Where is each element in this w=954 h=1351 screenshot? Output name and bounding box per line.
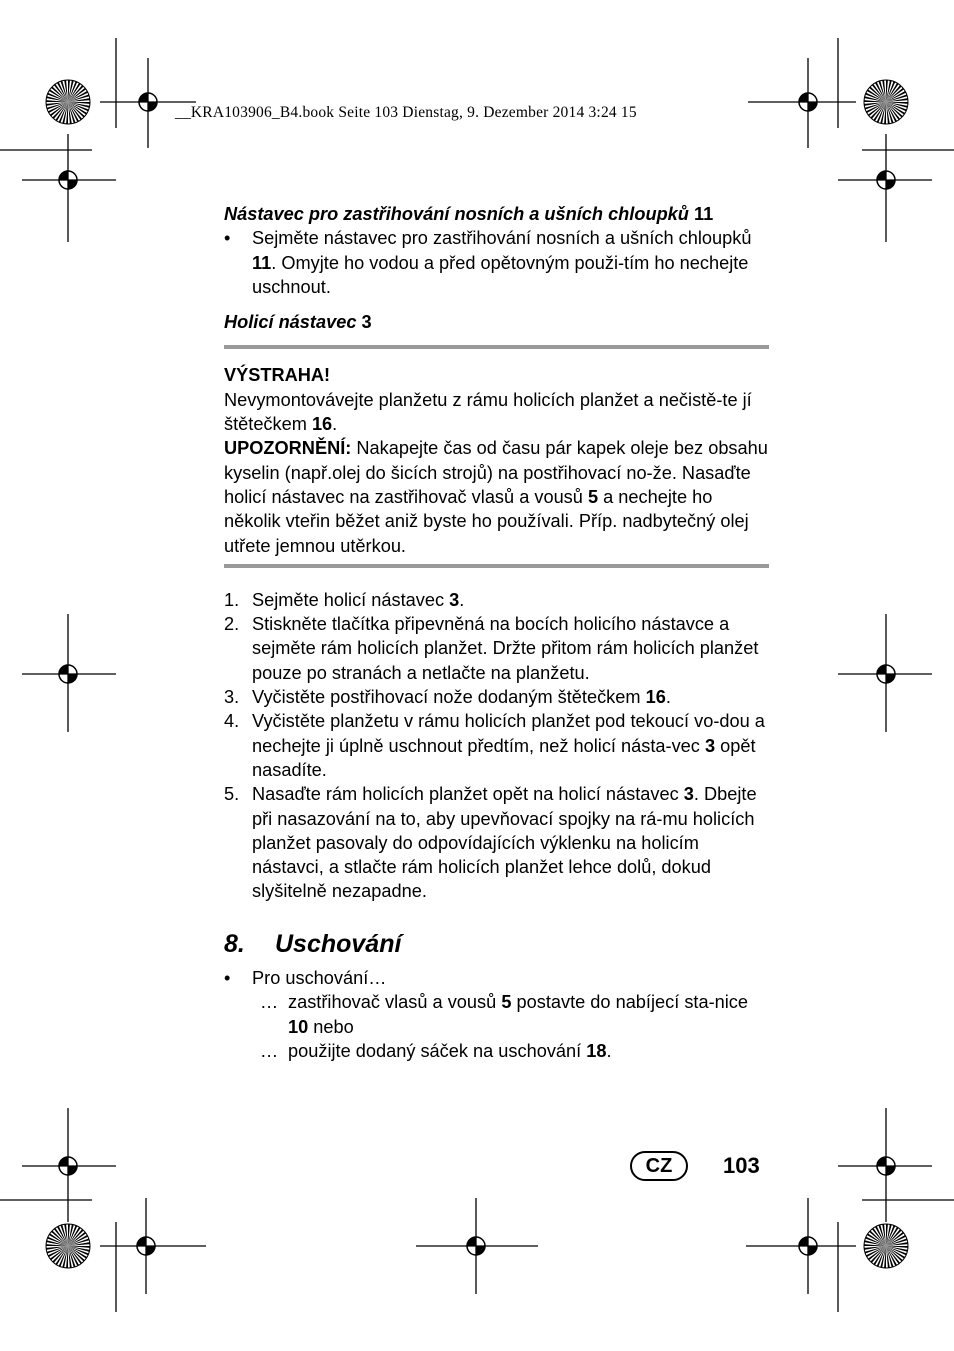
nose-ear-heading: Nástavec pro zastřihování nosních a ušních chloupků 11 bbox=[224, 204, 714, 224]
step-item: 2. Stiskněte tlačítka připevněná na bocích holicího nástavce a sejměte rám holicích planžet. Držte přitom rám holicích planžet pouze po stranách a netlačte na planžetu. bbox=[224, 614, 759, 683]
step-item: 5. Nasaďte rám holicích planžet opět na holicí nástavec 3. Dbejte při nasazování na to, aby upevňovací spojky na rá-mu holicích planžet pasovaly do odpovídajících výklenku na holicím nástavci, a stlačte rám holicích planžet lehce dolů, dokud slyšitelně nezapadne. bbox=[224, 784, 757, 902]
warning-title: VÝSTRAHA! bbox=[224, 365, 331, 386]
warning-text: Nevymontovávejte planžetu z rámu holicích planžet a nečistě-te jí štětečkem 16. bbox=[224, 389, 752, 435]
step-item: 3. Vyčistěte postřihovací nože dodaným štětečkem 16. bbox=[224, 687, 671, 708]
warning-box bbox=[224, 349, 769, 563]
print-header-line: __KRA103906_B4.book Seite 103 Dienstag, 9. Dezember 2014 3:24 15 bbox=[175, 104, 637, 121]
page-content bbox=[224, 202, 769, 1063]
steps-list bbox=[224, 588, 769, 904]
section-heading: 8. Uschování bbox=[224, 929, 402, 958]
shaver-heading: Holicí nástavec 3 bbox=[224, 312, 372, 333]
star-target-icon bbox=[864, 1224, 908, 1268]
star-target-icon bbox=[864, 80, 908, 124]
divider bbox=[224, 564, 769, 568]
note-text: UPOZORNĚNÍ: Nakapejte čas od času pár kapek oleje bez obsahu kyselin (např.olej do šicích strojů) na postřihovací no-že. Nasaďte holicí nástavec na zastřihovač vlasů a vousů 5 a nechejte ho několik vteřin běžet aniž byste ho používali. Příp. nadbytečný olej utřete jemnou utěrkou. bbox=[224, 438, 768, 556]
star-target-icon bbox=[46, 80, 90, 124]
list-item: • Sejměte nástavec pro zastřihování nosních a ušních chloupků 11. Omyjte ho vodou a před opětovným použi-tím ho nechejte uschnout. bbox=[224, 228, 752, 297]
page-number: 103 bbox=[723, 1153, 760, 1178]
step-item: 4. Vyčistěte planžetu v rámu holicích planžet pod tekoucí vo-dou a nechejte ji úplně uschnout předtím, než holicí násta-vec 3 opět nasadíte. bbox=[224, 711, 765, 780]
list-subitem: … zastřihovač vlasů a vousů 5 postavte do nabíjecí sta-nice 10 nebo bbox=[260, 992, 749, 1037]
list-item: • Pro uschování… bbox=[224, 968, 387, 989]
star-target-icon bbox=[46, 1224, 90, 1268]
page-footer bbox=[630, 1151, 760, 1181]
language-badge: CZ bbox=[630, 1151, 688, 1181]
list-subitem: … použijte dodaný sáček na uschování 18. bbox=[260, 1040, 612, 1061]
step-item: 1. Sejměte holicí nástavec 3. bbox=[224, 589, 465, 610]
